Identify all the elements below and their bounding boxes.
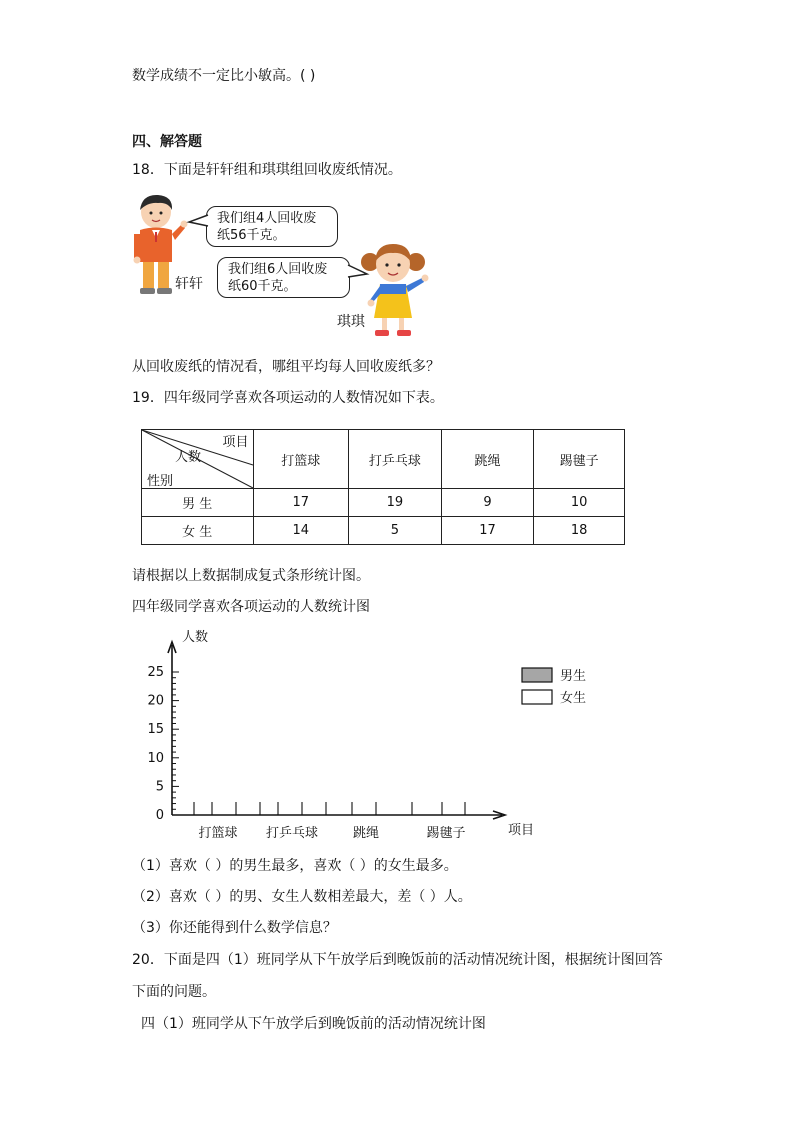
y-axis-label: 人数: [182, 630, 209, 645]
table-cell: 14: [253, 517, 349, 545]
q19-instruction: 请根据以上数据制成复式条形统计图。: [132, 568, 370, 584]
table-cell: 17: [441, 517, 534, 545]
table-row: [142, 517, 625, 545]
q19-sub1: （1）喜欢（ ）的男生最多，喜欢（ ）的女生最多。: [132, 858, 458, 874]
y-tick-label: 0: [155, 808, 164, 823]
speech-bubble-boy-line1: 我们组4人回收废: [217, 211, 317, 226]
q18-text: 18．下面是轩轩组和琪琪组回收废纸情况。: [132, 162, 402, 178]
legend-label: 女生: [560, 691, 587, 706]
table-cell: 19: [349, 489, 442, 517]
speech-bubble-girl-line2: 纸60千克。: [228, 279, 297, 294]
table-header-cell: 打乒乓球: [349, 430, 442, 489]
table-cell: 5: [349, 517, 442, 545]
y-tick-label: 5: [155, 779, 164, 795]
speech-bubble-boy: [206, 206, 338, 247]
legend-swatch: [522, 690, 552, 704]
x-category-label: 跳绳: [352, 826, 380, 841]
table-header-row: [142, 430, 625, 489]
girl-name: 琪琪: [337, 314, 365, 330]
legend-label: 男生: [560, 669, 587, 684]
speech-bubble-boy-tail: [187, 213, 209, 229]
chart-category-labels: [198, 825, 465, 841]
speech-bubble-boy-line2: 纸56千克。: [217, 228, 286, 243]
x-axis-label: 项目: [508, 823, 535, 838]
chart-ticks: [147, 665, 465, 823]
q19-sub2: （2）喜欢（ ）的男、女生人数相差最大，差（ ）人。: [132, 889, 472, 905]
q20-text-line2: 下面的问题。: [132, 984, 216, 1000]
chart-axes: [168, 642, 505, 819]
previous-question-tail: 数学成绩不一定比小敏高。( ): [132, 68, 316, 84]
blank-bar-chart[interactable]: [120, 620, 587, 850]
table-row-label: 女 生: [142, 517, 254, 545]
legend-swatch: [522, 668, 552, 682]
table-cell: 10: [534, 489, 625, 517]
speech-bubble-girl: [217, 257, 350, 298]
chart-legend: [522, 668, 586, 706]
table-row: [142, 489, 625, 517]
table-corner-cell: [142, 430, 254, 489]
table-header-cell: 跳绳: [441, 430, 534, 489]
corner-label-gender: 性别: [147, 474, 174, 489]
corner-label-item: 项目: [222, 435, 249, 450]
table-cell: 17: [253, 489, 349, 517]
y-tick-label: 20: [147, 693, 164, 709]
corner-label-count: 人数: [175, 450, 202, 465]
y-tick-label: 25: [147, 665, 164, 680]
x-category-label: 踢毽子: [426, 826, 466, 841]
q18-question: 从回收废纸的情况看，哪组平均每人回收废纸多？: [132, 359, 440, 375]
table-row-label: 男 生: [142, 489, 254, 517]
sport-table: [141, 429, 625, 545]
y-tick-label: 10: [147, 750, 164, 766]
x-category-label: 打篮球: [198, 826, 238, 841]
y-tick-label: 15: [147, 722, 164, 738]
q19-chart-title: 四年级同学喜欢各项运动的人数统计图: [132, 599, 370, 615]
girl-illustration: [358, 238, 430, 340]
table-header-cell: 打篮球: [253, 430, 349, 489]
q20-text-line1: 20．下面是四（1）班同学从下午放学后到晚饭前的活动情况统计图，根据统计图回答: [132, 952, 663, 968]
table-cell: 18: [534, 517, 625, 545]
q19-text: 19．四年级同学喜欢各项运动的人数情况如下表。: [132, 390, 444, 406]
table-cell: 9: [441, 489, 534, 517]
q20-chart-title: 四（1）班同学从下午放学后到晚饭前的活动情况统计图: [141, 1016, 486, 1032]
boy-name: 轩轩: [175, 276, 203, 292]
x-category-label: 打乒乓球: [265, 826, 319, 841]
q19-sub3: （3）你还能得到什么数学信息？: [132, 920, 337, 936]
table-header-cell: 踢毽子: [534, 430, 625, 489]
section-title: 四、解答题: [132, 134, 202, 150]
speech-bubble-girl-line1: 我们组6人回收废: [228, 262, 328, 277]
